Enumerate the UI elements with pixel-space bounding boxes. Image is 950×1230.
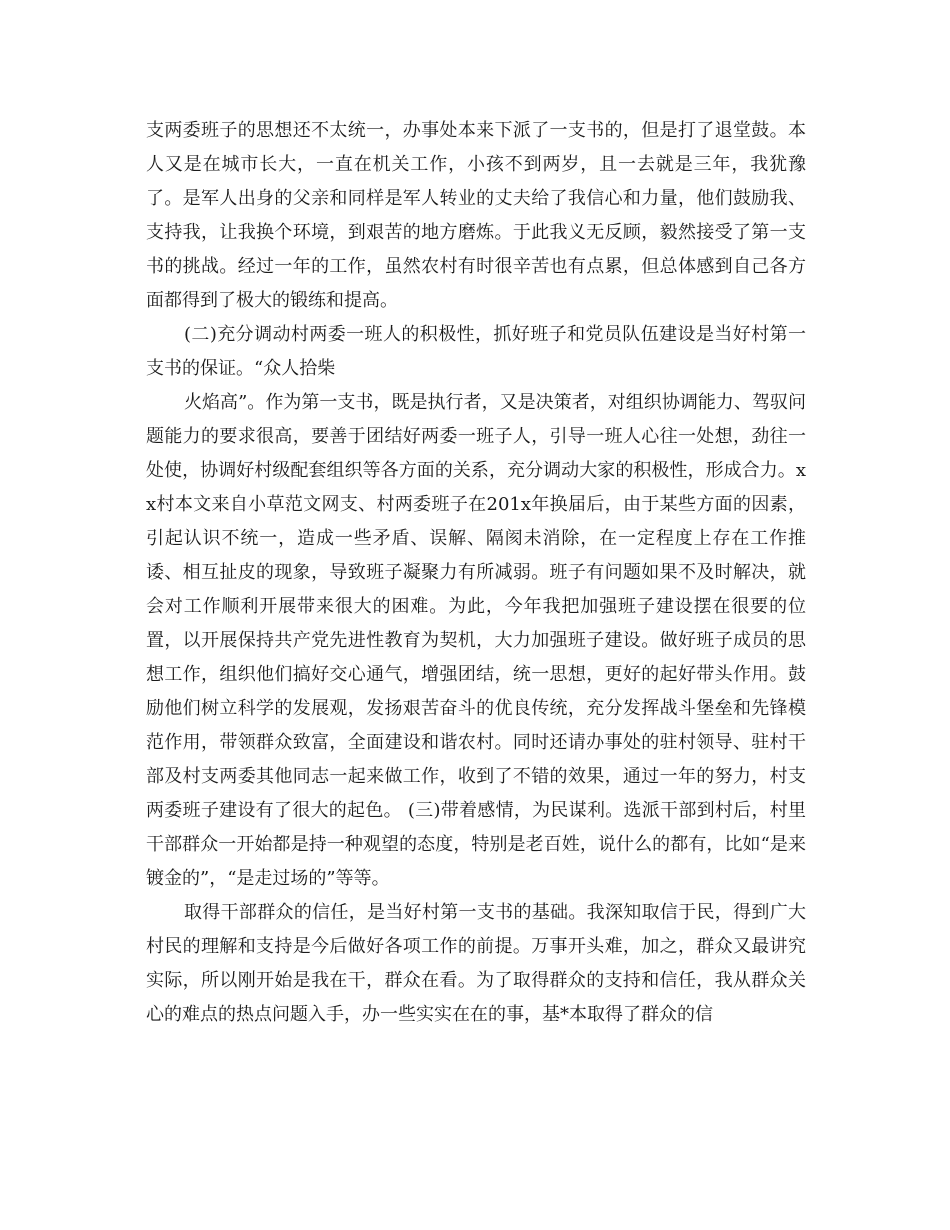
document-body — [146, 114, 806, 1032]
paragraph-3: 火焰高”。作为第一支书，既是执行者，又是决策者，对组织协调能力、驾驭问题能力的要求很高，要善于团结好两委一班子人，引导一班人心往一处想，劲往一处使，协调好村级配套组织等各方面的关系，充分调动大家的积极性，形成合力。xx村本文来自小草范文网支、村两委班子在201x年换届后，由于某些方面的因素，引起认识不统一，造成一些矛盾、误解、隔阂未消除，在一定程度上存在工作推诿、相互扯皮的现象，导致班子凝聚力有所减弱。班子有问题如果不及时解决，就会对工作顺利开展带来很大的困难。为此，今年我把加强班子建设摆在很要的位置，以开展保持共产党先进性教育为契机，大力加强班子建设。做好班子成员的思想工作，组织他们搞好交心通气，增强团结，统一思想，更好的起好带头作用。鼓励他们树立科学的发展观，发扬艰苦奋斗的优良传统，充分发挥战斗堡垒和先锋模范作用，带领群众致富，全面建设和谐农村。同时还请办事处的驻村领导、驻村干部及村支两委其他同志一起来做工作，收到了不错的效果，通过一年的努力，村支两委班子建设有了很大的起色。 (三)带着感情，为民谋利。选派干部到村后，村里干部群众一开始都是持一种观望的态度，特别是老百姓，说什么的都有，比如“是来镀金的”，“是走过场的”等等。 — [146, 392, 806, 889]
paragraph-4: 取得干部群众的信任，是当好村第一支书的基础。我深知取信于民，得到广大村民的理解和支持是今后做好各项工作的前提。万事开头难，加之，群众又最讲究实际，所以刚开始是我在干，群众在看。为了取得群众的支持和信任，我从群众关心的难点的热点问题入手，办一些实实在在的事，基*本取得了群众的信 — [146, 902, 806, 1025]
paragraph-2: (二)充分调动村两委一班人的积极性，抓好班子和党员队伍建设是当好村第一支书的保证。“众人拾柴 — [146, 324, 806, 379]
paragraph-1: 支两委班子的思想还不太统一，办事处本来下派了一支书的，但是打了退堂鼓。本人又是在城市长大，一直在机关工作，小孩不到两岁，且一去就是三年，我犹豫了。是军人出身的父亲和同样是军人转业的丈夫给了我信心和力量，他们鼓励我、支持我，让我换个环境，到艰苦的地方磨炼。于此我义无反顾，毅然接受了第一支书的挑战。经过一年的工作，虽然农村有时很辛苦也有点累，但总体感到自己各方面都得到了极大的锻练和提高。 — [146, 120, 806, 311]
